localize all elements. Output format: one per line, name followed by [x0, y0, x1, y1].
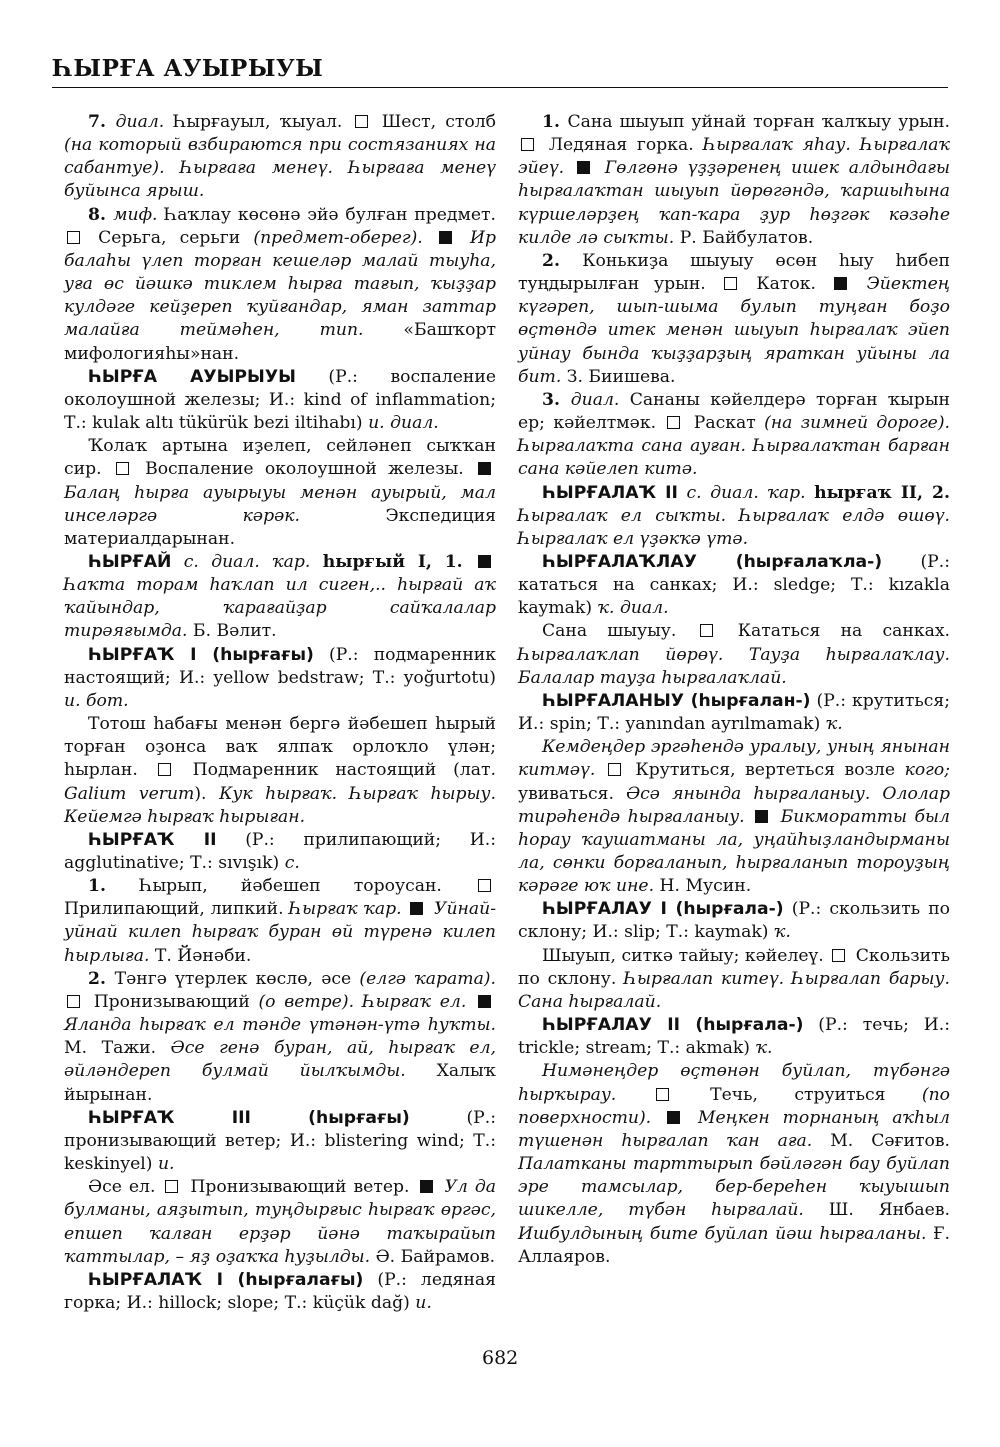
translation-marker-icon	[158, 763, 171, 776]
translation-marker-icon	[608, 763, 621, 776]
translation-marker-icon	[724, 277, 737, 290]
entry-sense	[518, 111, 950, 250]
dictionary-entry	[518, 1014, 950, 1060]
italic-text: Һаҡта торам һаҡлап ил сиген,.. һырғай аҡ ҡайындар, ҡарағайҙар сайҡалалар тирәяғымда.	[64, 575, 496, 642]
italic-text: Һырғалаҡ яһау. Һырғалаҡ эйеү.	[518, 135, 950, 179]
headword: ҺЫРҒАЛАНЫУ (һырғалан-)	[542, 690, 811, 711]
example-marker-icon	[478, 995, 491, 1008]
text-run: Тотош һабағы менән бергә йәбешеп һырый торған оҙонса ваҡ ялпаҡ орлоҡло үлән; һырлан.	[64, 714, 496, 781]
dictionary-entry	[518, 690, 950, 736]
example-marker-icon	[667, 1111, 680, 1124]
italic-text: Нимәнеңдер өҫтөнән буйлап, түбәнгә һырҡырау.	[518, 1061, 950, 1105]
italic-text: Кук һырғаҡ. Һырғаҡ һырыу. Кейемгә һырғаҡ һырыған.	[64, 783, 496, 827]
text-run: Т. Йәнәби.	[149, 945, 252, 966]
text-run: Течь, струиться	[673, 1084, 922, 1105]
italic-text: Бикморатты был һорау ҡаушатманы ла, уңайһыҙландырманы ла, сөнки борғаланып, һырғаланып тороуҙың кәрәге юҡ ине.	[518, 806, 950, 897]
headword: ҺЫРҒАҠ I (һырғағы)	[88, 644, 314, 665]
text-run: Ә. Байрамов.	[370, 1246, 496, 1267]
text-run	[564, 158, 574, 178]
dictionary-entry	[518, 551, 950, 620]
text-run: Б. Вәлит.	[187, 621, 277, 642]
text-run	[402, 899, 408, 919]
example-marker-icon	[420, 1180, 433, 1193]
text-run: Серьга, серьги	[85, 227, 254, 248]
text-run: 1.	[88, 876, 140, 897]
italic-text: Әсе генә буран, ай, һырғаҡ ел, әйләндереп булмай йылҡымды.	[64, 1038, 496, 1082]
text-run: Сананы кәйелдерә торған ҡырын ер; кәйелтмәк.	[518, 389, 950, 434]
text-run	[423, 228, 436, 248]
italic-text: и.	[157, 1154, 175, 1175]
headword: ҺЫРҒАЛАҠЛАУ (һырғалаҡла-)	[542, 551, 883, 572]
example-marker-icon	[834, 277, 847, 290]
text-run: Н. Мусин.	[654, 876, 752, 897]
italic-text: Гөлгөнә үҙҙәренең ишек алдындағы һырғалаҡтан шыуып йөрөгәндә, ҡаршыһына күршеләрҙең ҡап-ҡара ҙур һөҙгәк кәзәһе килде лә сыҡты.	[518, 158, 950, 248]
italic-text: ҡ.	[825, 714, 843, 735]
text-run: Ледяная горка.	[539, 135, 704, 156]
entry-sense	[518, 620, 950, 689]
text-run: 7.	[88, 112, 116, 132]
text-run: (Р.: подмаренник настоящий; И.: yellow bedstraw; Т.: yoğurtotu)	[64, 644, 496, 688]
text-run: Һырып, йәбешеп тороусан.	[139, 876, 475, 897]
entry-sense	[518, 1060, 950, 1268]
italic-text: диал.	[570, 389, 620, 410]
translation-marker-icon	[355, 115, 368, 128]
entry-sense	[64, 713, 496, 829]
headword: ҺЫРҒАЛАУ I (һырғала-)	[542, 899, 784, 920]
italic-text: Һырғалап китеү. Һырғалап барыу. Сана һырғалай.	[518, 968, 950, 1012]
example-marker-icon	[577, 161, 590, 174]
entry-sense	[518, 945, 950, 1014]
text-run: Һаҡлау көсөнә эйә булған предмет.	[157, 204, 496, 225]
header-rule	[52, 87, 948, 88]
text-run: Кататься на санках.	[717, 621, 950, 642]
italic-text: кого;	[904, 760, 950, 781]
dictionary-entry	[518, 482, 950, 551]
italic-text: (елгә ҡарата).	[359, 968, 496, 989]
example-marker-icon	[755, 810, 768, 823]
running-head: ҺЫРҒА АУЫРЫУЫ	[52, 55, 324, 82]
entry-sense	[64, 875, 496, 968]
italic-text: и.	[415, 1292, 432, 1313]
translation-marker-icon	[832, 949, 845, 962]
text-run	[466, 992, 475, 1012]
italic-text: (по поверхности).	[518, 1084, 951, 1128]
italic-text: Ул да булманы, аяҙытып, туңдырғыс һырғаҡ өргәс, епшеп ҡалған ерҙәр йәнә таҡырайып ҡаттылар, – яҙ оҙаҡҡа һуҙылды.	[64, 1177, 496, 1267]
italic-text: Ир балаһы үлеп торған кешеләр малай тыуһа, уға өс йәшкә тиклем һырға тағып, ҡыҙҙар кулдәге кейҙереп ҡуйғандар, яман заттар малайға теймәһен, тип.	[64, 227, 497, 341]
text-run: Сана шыуыу.	[542, 621, 697, 642]
right-column	[518, 111, 950, 1269]
translation-marker-icon	[165, 1180, 178, 1193]
text-run: Әсе ел.	[88, 1177, 163, 1198]
translation-marker-icon	[67, 231, 80, 244]
text-run: Скользить по склону.	[518, 945, 950, 989]
text-run	[745, 807, 753, 827]
headword: ҺЫРҒАҠ III (һырғағы)	[88, 1107, 410, 1128]
text-run: Конькиҙа шыуыу өсөн һыу һибеп туңдырылған урын.	[518, 250, 950, 295]
headword: ҺЫРҒАЛАҠ I (һырғалағы)	[88, 1269, 364, 1290]
text-run: Каток.	[741, 274, 831, 295]
italic-text: (о ветре). Һырғаҡ ел.	[258, 991, 467, 1012]
italic-text: Galium verum	[64, 783, 195, 804]
italic-text: и. диал.	[368, 413, 439, 434]
text-run: (Р.: скользить по склону; И.: slip; Т.: kaymak)	[518, 899, 951, 943]
italic-text: Балаң һырға ауырыуы менән ауырый, мал инселәргә кәрәк.	[64, 482, 496, 526]
italic-text: и. бот.	[64, 690, 129, 711]
text-run: Шест, столб	[372, 112, 496, 132]
italic-text: ҡ.	[773, 922, 791, 943]
italic-text: (на зимней дороге). Һырғалаҡта сана ауған. Һырғалаҡтан барған сана кәйелеп китә.	[518, 413, 950, 480]
text-run: Ғ. Аллаяров.	[518, 1223, 950, 1267]
text-run: Экспедиция материалдарынан.	[64, 505, 496, 549]
entry-sense	[64, 111, 496, 204]
text-run: Пронизывающий	[85, 991, 259, 1012]
example-marker-icon	[439, 231, 452, 244]
text-run: Пронизывающий ветер.	[183, 1177, 417, 1198]
italic-text: ҡ. диал.	[597, 598, 669, 619]
italic-text: Яланда һырғаҡ ел тәнде үтәнән-үтә һуҡты.	[64, 1015, 496, 1036]
dictionary-entry	[64, 1269, 496, 1315]
translation-marker-icon	[478, 879, 491, 892]
text-run: (Р.: пронизывающий ветер; И.: blistering wind; Т.: keskinyel)	[64, 1107, 496, 1175]
text-run: Һырғауыл, ҡыуал.	[164, 112, 352, 132]
headword: ҺЫРҒАҠ II	[88, 829, 217, 850]
italic-text: диал.	[115, 112, 165, 132]
text-run: ).	[194, 783, 220, 804]
translation-marker-icon	[521, 138, 534, 151]
example-marker-icon	[410, 902, 423, 915]
italic-text: с. диал. ҡар.	[183, 551, 311, 572]
text-run	[806, 483, 815, 503]
text-run: Шыуып, ситкә тайыу; кәйелеү.	[542, 945, 830, 966]
text-run: «Башҡорт мифологияһы»нан.	[64, 320, 496, 364]
translation-marker-icon	[700, 624, 713, 637]
entry-sense	[518, 250, 950, 389]
text-run: (Р.: течь; И.: trickle; stream; Т.: akmak)	[518, 1015, 950, 1059]
text-run: Крутиться, вертеться возле	[625, 760, 905, 781]
text-run: (Р.: прилипающий; И.: agglutinative; Т.: sıvışık)	[64, 829, 496, 873]
text-run: 2.	[88, 968, 115, 989]
translation-marker-icon	[656, 1088, 669, 1101]
text-run: Тәнгә үтерлек көслө, әсе	[114, 968, 360, 989]
text-run: Ш. Янбаев.	[803, 1200, 950, 1221]
text-run: 3.	[542, 389, 571, 410]
translation-marker-icon	[67, 995, 80, 1008]
text-run	[678, 483, 687, 503]
text-run: Ҡолаҡ артына иҙелеп, сейләнеп сыҡҡан сир.	[64, 436, 496, 480]
italic-text: с.	[284, 853, 300, 873]
example-marker-icon	[478, 555, 491, 568]
italic-text: миф.	[113, 204, 158, 225]
example-marker-icon	[478, 462, 491, 475]
text-run: Сана шыуып уйнай торған ҡалҡыу урын.	[567, 112, 950, 132]
italic-text: Ишбулдының бите буйлап йәш һырғаланы.	[518, 1223, 927, 1244]
italic-text: (на который взбираются при состязаниях на сабантуе). Һырғаға менеү. Һырғаға менеү буйынса ярыш.	[64, 135, 496, 202]
dictionary-entry	[64, 551, 496, 644]
dictionary-entry	[64, 644, 496, 713]
entry-sense	[518, 389, 950, 482]
entry-sense	[64, 204, 496, 366]
headword: ҺЫРҒАЛАУ II (һырғала-)	[542, 1015, 804, 1036]
text-run: һырғаҡ II, 2.	[814, 482, 950, 503]
dictionary-entry	[518, 898, 950, 944]
text-run	[463, 552, 475, 572]
text-run: увиваться.	[518, 783, 627, 804]
text-run: З. Биишева.	[561, 366, 676, 387]
italic-text: Һырғаҡ ҡар.	[289, 899, 402, 920]
italic-text: Меңкен торнаның аҡһыл түшенән һырғалап ҡан аға.	[518, 1107, 950, 1151]
translation-marker-icon	[667, 416, 680, 429]
text-run: 1.	[542, 112, 568, 132]
text-run: Прилипающий, липкий.	[64, 899, 290, 920]
text-run: М. Сәғитов.	[812, 1130, 950, 1151]
text-run: (Р.: крутиться; И.: spin; Т.: yanından ayrılmamak)	[518, 690, 950, 735]
text-run: (Р.: воспаление околоушной железы; И.: kind of inflammation; Т.: kulak altı tükürük bezi iltihabı)	[64, 366, 496, 434]
text-run	[171, 552, 183, 572]
text-run: Воспаление околоушной железы.	[133, 459, 475, 480]
italic-text: Эйектең күгәреп, шып-шыма булып туңған боҙо өҫтөндә итек менән шыуып һырғалаҡ эйеп уйнау бында ҡыҙҙарҙың яраткан уйыны ла бит.	[518, 274, 950, 387]
italic-text: с. диал. ҡар.	[686, 482, 806, 503]
italic-text: Һырғалаҡ ел сыҡты. Һырғалаҡ елдә өшөү. Һырғалаҡ ел үҙәкҡә үтә.	[518, 505, 950, 549]
text-run: Раскат	[685, 413, 765, 434]
entry-sense	[64, 968, 496, 1107]
page-number: 682	[482, 1347, 519, 1369]
italic-text: Уйнай-уйнай килеп һырғаҡ буран өй түренә килеп һырлыға.	[64, 899, 496, 966]
entry-sense	[64, 1176, 496, 1269]
headword: ҺЫРҒАЛАҠ II	[542, 482, 678, 503]
headword: ҺЫРҒАЙ	[88, 551, 172, 572]
italic-text: Кемдеңдер эргәһендә уралыу, уның янынан китмәү.	[518, 737, 950, 781]
text-run: 8.	[88, 204, 114, 225]
entry-sense	[518, 736, 950, 898]
italic-text: ҡ.	[755, 1038, 773, 1059]
text-run: М. Тажи.	[64, 1038, 171, 1059]
text-run	[616, 1085, 652, 1105]
translation-marker-icon	[116, 462, 129, 475]
dictionary-entry	[64, 366, 496, 435]
italic-text: Һырғалаҡлап йөрөү. Тауҙа һырғалаҡлау. Балалар тауҙа һырғалаҡлай.	[518, 644, 950, 688]
italic-text: Палатканы тарттырып бәйләгән бау буйлап эре тамсылар, бер-береһен ҡыуышып шикелле, түбән һырғалай.	[518, 1154, 950, 1221]
text-run: Подмаренник настоящий (лат.	[175, 760, 496, 781]
text-run: Халыҡ йырынан.	[64, 1061, 496, 1105]
text-run	[651, 1108, 664, 1128]
entry-sense	[64, 435, 496, 551]
headword: ҺЫРҒА АУЫРЫУЫ	[88, 366, 296, 387]
text-run: (Р.: ледяная горка; И.: hillock; slope; Т.: küçük dağ)	[64, 1269, 496, 1313]
text-run: һырғый I, 1.	[322, 551, 463, 572]
text-run: 2.	[542, 250, 583, 271]
dictionary-entry	[64, 1107, 496, 1176]
text-run: (Р.: кататься на санках; И.: sledge; Т.: kızakla kaymak)	[518, 551, 950, 619]
text-run: Р. Байбулатов.	[674, 227, 814, 248]
left-column	[64, 111, 496, 1315]
text-run	[310, 552, 322, 572]
italic-text: Әсә янында һырғаланыу. Ололар тирәһендә һырғаланыу.	[518, 783, 951, 827]
dictionary-entry	[64, 829, 496, 875]
italic-text: (предмет-оберег).	[253, 227, 423, 248]
